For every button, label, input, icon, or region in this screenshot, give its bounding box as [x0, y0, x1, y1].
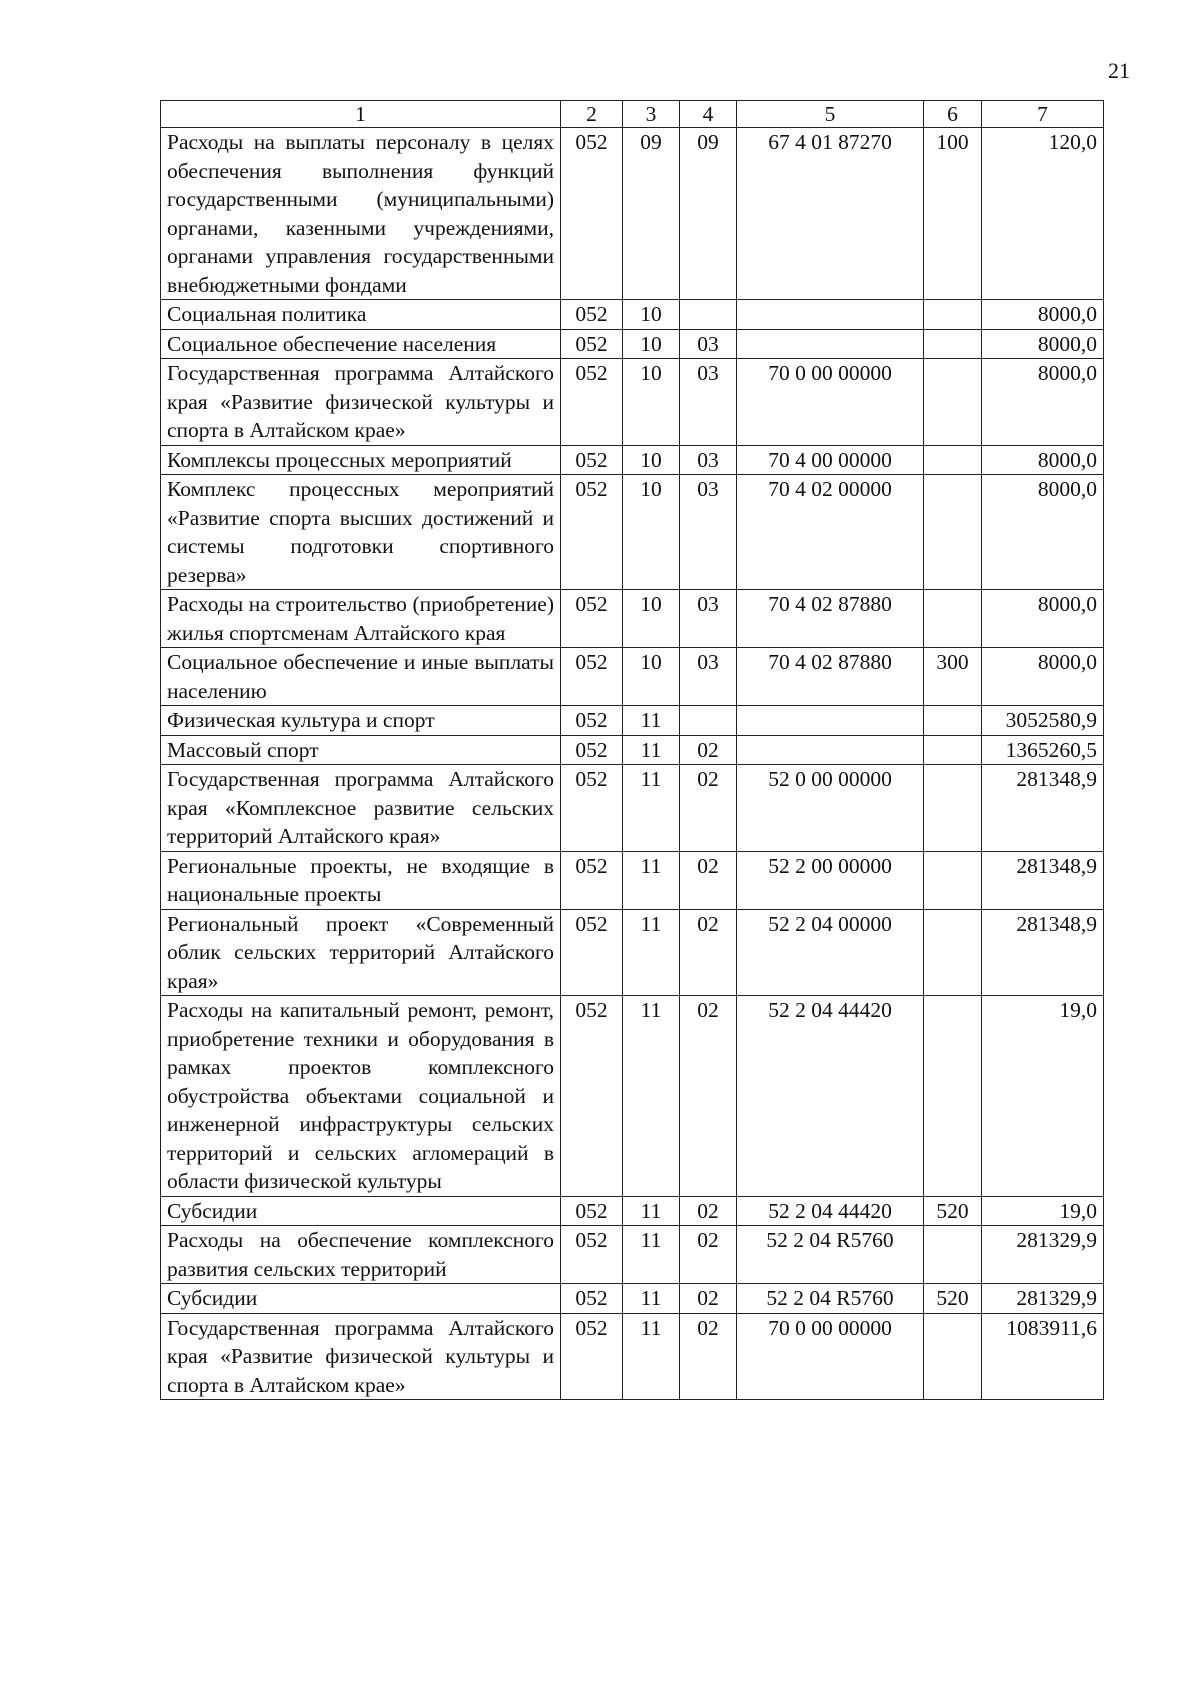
row-csr-cell: 70 4 02 87880 — [737, 590, 924, 648]
row-name-cell: Социальное обеспечение населения — [161, 329, 561, 359]
row-sum-cell: 3052580,9 — [982, 706, 1104, 736]
row-name-cell: Социальное обеспечение и иные выплаты населению — [161, 648, 561, 706]
table-body — [161, 128, 1104, 1400]
column-header: 4 — [680, 101, 737, 128]
row-rz-cell: 10 — [623, 300, 680, 330]
row-vr-cell: 300 — [924, 648, 982, 706]
row-ved-cell: 052 — [561, 648, 623, 706]
row-csr-cell — [737, 735, 924, 765]
row-name-cell: Расходы на строительство (приобретение) жилья спортсменам Алтайского края — [161, 590, 561, 648]
row-pr-cell: 02 — [680, 735, 737, 765]
row-ved-cell: 052 — [561, 445, 623, 475]
row-vr-cell — [924, 329, 982, 359]
row-ved-cell: 052 — [561, 359, 623, 446]
row-csr-cell: 52 2 04 44420 — [737, 1196, 924, 1226]
row-csr-cell: 70 4 02 87880 — [737, 648, 924, 706]
row-name-cell: Расходы на капитальный ремонт, ремонт, приобретение техники и оборудования в рамках проектов комплексного обустройства объектами социальной и инженерной инфраструктуры сельских территорий и сельских агломераций в области физической культуры — [161, 996, 561, 1197]
row-name-cell: Комплексы процессных мероприятий — [161, 445, 561, 475]
row-csr-cell: 67 4 01 87270 — [737, 128, 924, 300]
row-ved-cell: 052 — [561, 1226, 623, 1284]
row-sum-cell: 8000,0 — [982, 445, 1104, 475]
column-header: 1 — [161, 101, 561, 128]
row-sum-cell: 8000,0 — [982, 590, 1104, 648]
row-pr-cell: 09 — [680, 128, 737, 300]
row-pr-cell — [680, 706, 737, 736]
row-csr-cell: 52 2 04 R5760 — [737, 1226, 924, 1284]
row-ved-cell: 052 — [561, 765, 623, 852]
row-ved-cell: 052 — [561, 851, 623, 909]
column-header: 2 — [561, 101, 623, 128]
row-rz-cell: 10 — [623, 648, 680, 706]
row-sum-cell: 281329,9 — [982, 1226, 1104, 1284]
row-pr-cell — [680, 300, 737, 330]
row-rz-cell: 11 — [623, 706, 680, 736]
row-pr-cell: 02 — [680, 1196, 737, 1226]
row-csr-cell — [737, 329, 924, 359]
row-ved-cell: 052 — [561, 300, 623, 330]
row-csr-cell: 52 2 04 00000 — [737, 909, 924, 996]
row-ved-cell: 052 — [561, 1196, 623, 1226]
row-ved-cell: 052 — [561, 1313, 623, 1400]
row-csr-cell: 70 0 00 00000 — [737, 359, 924, 446]
column-header: 7 — [982, 101, 1104, 128]
table-row — [161, 445, 1104, 475]
row-vr-cell — [924, 909, 982, 996]
row-pr-cell: 02 — [680, 1313, 737, 1400]
row-pr-cell: 02 — [680, 765, 737, 852]
row-pr-cell: 02 — [680, 909, 737, 996]
table-row — [161, 735, 1104, 765]
row-vr-cell: 520 — [924, 1196, 982, 1226]
row-sum-cell: 281348,9 — [982, 851, 1104, 909]
row-sum-cell: 8000,0 — [982, 300, 1104, 330]
row-ved-cell: 052 — [561, 590, 623, 648]
row-ved-cell: 052 — [561, 735, 623, 765]
table-row — [161, 706, 1104, 736]
table-row — [161, 1284, 1104, 1314]
row-rz-cell: 10 — [623, 359, 680, 446]
row-name-cell: Расходы на выплаты персоналу в целях обеспечения выполнения функций государственными (муниципальными) органами, казенными учреждениями, органами управления государственными внебюджетными фондами — [161, 128, 561, 300]
column-header: 6 — [924, 101, 982, 128]
row-sum-cell: 1365260,5 — [982, 735, 1104, 765]
row-sum-cell: 19,0 — [982, 996, 1104, 1197]
row-pr-cell: 03 — [680, 590, 737, 648]
table-row — [161, 909, 1104, 996]
row-csr-cell: 70 4 00 00000 — [737, 445, 924, 475]
row-sum-cell: 281329,9 — [982, 1284, 1104, 1314]
row-vr-cell: 520 — [924, 1284, 982, 1314]
row-vr-cell — [924, 765, 982, 852]
column-header: 5 — [737, 101, 924, 128]
row-vr-cell — [924, 475, 982, 590]
row-csr-cell: 52 0 00 00000 — [737, 765, 924, 852]
row-csr-cell — [737, 300, 924, 330]
row-rz-cell: 11 — [623, 909, 680, 996]
row-rz-cell: 11 — [623, 735, 680, 765]
row-sum-cell: 8000,0 — [982, 359, 1104, 446]
row-pr-cell: 03 — [680, 329, 737, 359]
row-vr-cell — [924, 300, 982, 330]
column-header: 3 — [623, 101, 680, 128]
row-pr-cell: 02 — [680, 851, 737, 909]
page-number: 21 — [1108, 58, 1130, 83]
row-rz-cell: 10 — [623, 475, 680, 590]
row-sum-cell: 281348,9 — [982, 765, 1104, 852]
row-vr-cell — [924, 359, 982, 446]
row-rz-cell: 11 — [623, 1284, 680, 1314]
row-pr-cell: 03 — [680, 359, 737, 446]
table-row — [161, 1196, 1104, 1226]
row-vr-cell — [924, 445, 982, 475]
row-vr-cell — [924, 996, 982, 1197]
table-row — [161, 1313, 1104, 1400]
table-row — [161, 300, 1104, 330]
row-name-cell: Физическая культура и спорт — [161, 706, 561, 736]
row-sum-cell: 8000,0 — [982, 329, 1104, 359]
row-vr-cell — [924, 1226, 982, 1284]
row-name-cell: Расходы на обеспечение комплексного развития сельских территорий — [161, 1226, 561, 1284]
row-sum-cell: 120,0 — [982, 128, 1104, 300]
table-row — [161, 1226, 1104, 1284]
row-rz-cell: 10 — [623, 590, 680, 648]
row-name-cell: Государственная программа Алтайского края «Развитие физической культуры и спорта в Алтайском крае» — [161, 1313, 561, 1400]
row-vr-cell: 100 — [924, 128, 982, 300]
row-sum-cell: 281348,9 — [982, 909, 1104, 996]
row-vr-cell — [924, 706, 982, 736]
table-row — [161, 359, 1104, 446]
row-sum-cell: 8000,0 — [982, 648, 1104, 706]
table-row — [161, 590, 1104, 648]
row-csr-cell: 52 2 04 R5760 — [737, 1284, 924, 1314]
row-csr-cell: 70 0 00 00000 — [737, 1313, 924, 1400]
row-rz-cell: 11 — [623, 996, 680, 1197]
row-pr-cell: 03 — [680, 445, 737, 475]
header-row — [161, 101, 1104, 128]
row-rz-cell: 09 — [623, 128, 680, 300]
row-rz-cell: 10 — [623, 445, 680, 475]
row-pr-cell: 02 — [680, 1226, 737, 1284]
row-vr-cell — [924, 735, 982, 765]
table-row — [161, 996, 1104, 1197]
row-rz-cell: 11 — [623, 1313, 680, 1400]
row-rz-cell: 10 — [623, 329, 680, 359]
row-csr-cell: 52 2 00 00000 — [737, 851, 924, 909]
row-name-cell: Комплекс процессных мероприятий «Развитие спорта высших достижений и системы подготовки спортивного резерва» — [161, 475, 561, 590]
row-name-cell: Региональные проекты, не входящие в национальные проекты — [161, 851, 561, 909]
row-rz-cell: 11 — [623, 851, 680, 909]
row-name-cell: Социальная политика — [161, 300, 561, 330]
row-pr-cell: 02 — [680, 996, 737, 1197]
row-ved-cell: 052 — [561, 128, 623, 300]
row-name-cell: Государственная программа Алтайского края «Комплексное развитие сельских территорий Алтайского края» — [161, 765, 561, 852]
row-pr-cell: 03 — [680, 648, 737, 706]
row-vr-cell — [924, 851, 982, 909]
table-row — [161, 128, 1104, 300]
table-row — [161, 329, 1104, 359]
table-row — [161, 475, 1104, 590]
row-sum-cell: 8000,0 — [982, 475, 1104, 590]
row-csr-cell: 52 2 04 44420 — [737, 996, 924, 1197]
row-name-cell: Субсидии — [161, 1284, 561, 1314]
row-ved-cell: 052 — [561, 996, 623, 1197]
row-rz-cell: 11 — [623, 1226, 680, 1284]
row-name-cell: Массовый спорт — [161, 735, 561, 765]
row-sum-cell: 1083911,6 — [982, 1313, 1104, 1400]
row-name-cell: Региональный проект «Современный облик сельских территорий Алтайского края» — [161, 909, 561, 996]
row-vr-cell — [924, 590, 982, 648]
row-sum-cell: 19,0 — [982, 1196, 1104, 1226]
row-pr-cell: 03 — [680, 475, 737, 590]
table-row — [161, 851, 1104, 909]
row-vr-cell — [924, 1313, 982, 1400]
row-csr-cell — [737, 706, 924, 736]
row-name-cell: Государственная программа Алтайского края «Развитие физической культуры и спорта в Алтайском крае» — [161, 359, 561, 446]
row-ved-cell: 052 — [561, 329, 623, 359]
row-rz-cell: 11 — [623, 765, 680, 852]
table-row — [161, 765, 1104, 852]
row-rz-cell: 11 — [623, 1196, 680, 1226]
row-pr-cell: 02 — [680, 1284, 737, 1314]
row-ved-cell: 052 — [561, 706, 623, 736]
row-ved-cell: 052 — [561, 909, 623, 996]
row-name-cell: Субсидии — [161, 1196, 561, 1226]
row-ved-cell: 052 — [561, 475, 623, 590]
row-csr-cell: 70 4 02 00000 — [737, 475, 924, 590]
row-ved-cell: 052 — [561, 1284, 623, 1314]
table-row — [161, 648, 1104, 706]
budget-table — [160, 100, 1104, 1400]
